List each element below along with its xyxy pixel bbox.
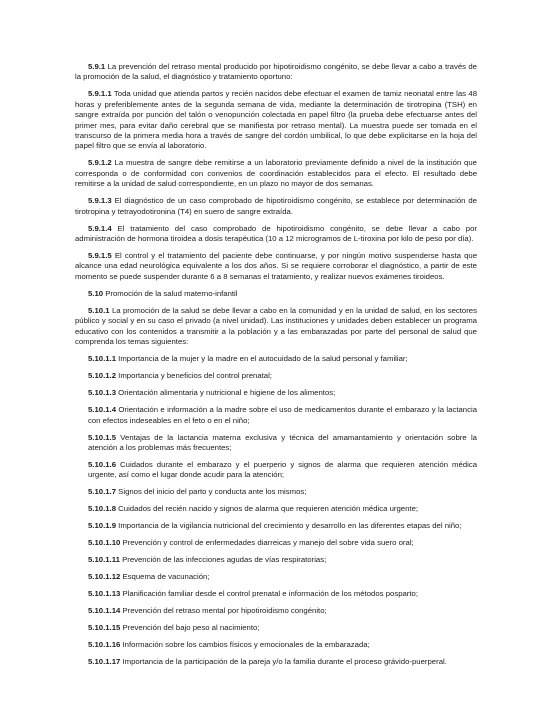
paragraph-text: Información sobre los cambios físicos y emocionales de la embarazada;	[122, 640, 370, 650]
paragraph	[75, 572, 477, 582]
paragraph	[75, 521, 477, 531]
paragraph	[75, 196, 477, 217]
section-number: 5.10.1.4	[88, 405, 117, 415]
section-number: 5.10.1.9	[88, 521, 117, 531]
paragraph-text: Importancia de la vigilancia nutricional del crecimiento y desarrollo en las diferentes etapas del niño;	[118, 521, 462, 531]
paragraph	[75, 504, 477, 514]
paragraph	[75, 589, 477, 599]
paragraph	[75, 251, 477, 282]
section-number: 5.10.1	[88, 305, 110, 315]
paragraph	[75, 371, 477, 381]
paragraph	[75, 487, 477, 497]
section-number: 5.9.1.2	[88, 158, 112, 168]
section-number: 5.10.1.16	[88, 640, 121, 650]
paragraph-text: Orientación alimentaria y nutricional e higiene de los alimentos;	[118, 388, 336, 398]
paragraph	[75, 89, 477, 151]
paragraph-text: El control y el tratamiento del paciente debe continuarse, y por ningún motivo suspenderse hasta que alcance una edad neurológica equivalente a los dos años. Si se requiere corroborar el diagnóstico, a partir de este momento se puede suspender durante 6 a 8 semanas el tratamiento, y realizar nuevos exámenes tiroideos.	[75, 251, 478, 281]
paragraph	[75, 388, 477, 398]
paragraph	[75, 538, 477, 548]
paragraph-text: Promoción de la salud materno-infantil	[105, 288, 238, 298]
section-number: 5.10.1.8	[88, 504, 117, 514]
paragraph	[75, 62, 477, 83]
section-number: 5.9.1	[88, 62, 106, 71]
paragraph	[75, 289, 477, 299]
section-number: 5.10.1.11	[88, 555, 120, 565]
paragraph-text: Esquema de vacunación;	[122, 572, 210, 582]
paragraph-text: Prevención del retraso mental por hipotiroidismo congénito;	[122, 606, 327, 616]
section-number: 5.9.1.4	[88, 223, 112, 233]
paragraph-text: Importancia de la participación de la pareja y/o la familia durante el proceso grávido-puerperal.	[122, 657, 447, 667]
paragraph-text: El diagnóstico de un caso comprobado de hipotiroidismo congénito, se establece por determinación de tirotropina y tetrayodotironina (T4) en suero de sangre extraída.	[75, 196, 477, 216]
section-number: 5.10.1.13	[88, 589, 121, 599]
paragraph	[75, 224, 477, 245]
section-number: 5.10	[88, 288, 104, 298]
paragraph-text: Ventajas de la lactancia materna exclusiva y técnica del amamantamiento y orientación sobre la atención a los problemas más frecuentes;	[88, 432, 477, 452]
paragraph	[75, 405, 477, 426]
paragraph-text: Cuidados durante el embarazo y el puerperio y signos de alarma que requieren atención médica urgente, así como el lugar donde acudir para la atención;	[88, 459, 478, 480]
paragraph-text: La promoción de la salud se debe llevar a cabo en la comunidad y en la unidad de salud, en los sectores público y social y en su caso el privado (a nivel unidad). Las instituciones y unidades deben establecer un programa educativo con los contenidos a transmitir a la población y a las embarazadas por parte del personal de salud que comprenda los temas siguientes:	[75, 305, 477, 347]
paragraph	[75, 354, 477, 364]
paragraph	[75, 640, 477, 650]
paragraph	[75, 460, 477, 481]
paragraph-text: Planificación familiar desde el control prenatal e información de los métodos posparto;	[122, 589, 419, 599]
section-number: 5.10.1.12	[88, 572, 121, 582]
paragraph	[75, 306, 477, 348]
paragraph-text: Prevención de las infecciones agudas de vías respiratorias;	[122, 555, 327, 565]
section-number: 5.10.1.17	[88, 657, 121, 667]
paragraph	[75, 657, 477, 667]
section-number: 5.9.1.5	[88, 251, 112, 261]
paragraph-text: La prevención del retraso mental producido por hipotiroidismo congénito, se debe llevar a cabo a través de la promoción de la salud, el diagnóstico y tratamiento oportuno:	[75, 62, 477, 82]
section-number: 5.10.1.5	[88, 432, 117, 442]
section-number: 5.10.1.7	[88, 487, 117, 497]
paragraph	[75, 433, 477, 454]
paragraph-text: La muestra de sangre debe remitirse a un laboratorio previamente definido a nivel de la institución que corresponda o de conformidad con convenios de coordinación establecidos para el efecto. El resultado debe remitirse a la unidad de salud correspondiente, en un plazo no mayor de dos semanas.	[75, 158, 477, 189]
section-number: 5.9.1.1	[88, 89, 112, 99]
paragraph-text: Prevención del bajo peso al nacimiento;	[122, 623, 260, 633]
paragraph-text: Prevención y control de enfermedades diarreicas y manejo del sobre vida suero oral;	[122, 538, 414, 548]
paragraph-text: El tratamiento del caso comprobado de hipotiroidismo congénito, se debe llevar a cabo por administración de hormona tiroidea a dosis terapéutica (10 a 12 microgramos de L-tiroxina por kilo de peso por día).	[75, 223, 477, 244]
section-number: 5.10.1.6	[88, 459, 117, 469]
paragraph-text: Importancia y beneficios del control prenatal;	[118, 371, 272, 381]
section-number: 5.10.1.15	[88, 623, 121, 633]
paragraph-text: Orientación e información a la madre sobre el uso de medicamentos durante el embarazo y la lactancia con efectos indeseables en el feto o en el niño;	[88, 405, 478, 425]
paragraph-text: Signos del inicio del parto y conducta ante los mismos;	[118, 487, 307, 497]
paragraph	[75, 623, 477, 633]
paragraph	[75, 555, 477, 565]
paragraph-text: Importancia de la mujer y la madre en el autocuidado de la salud personal y familiar;	[118, 354, 408, 364]
section-number: 5.10.1.3	[88, 388, 117, 398]
document-page	[75, 62, 477, 674]
section-number: 5.10.1.2	[88, 371, 117, 381]
paragraph	[75, 158, 477, 189]
paragraph-text: Toda unidad que atienda partos y recién nacidos debe efectuar el examen de tamiz neonatal entre las 48 horas y preferiblemente antes de la segunda semana de vida, mediante la determinación de tirotropina (TSH) en sangre extraída por punción del talón o venopunción colectada en papel filtro (la prueba debe efectuarse antes del primer mes, para evitar daño cerebral que se manifiesta por retraso mental). La muestra puede ser tomada en el transcurso de la primera media hora a través de sangre del cordón umbilical, lo que debe explicitarse en la hoja del papel filtro que se envía al laboratorio.	[75, 89, 477, 151]
section-number: 5.10.1.1	[88, 354, 117, 364]
section-number: 5.10.1.10	[88, 538, 121, 548]
section-number: 5.9.1.3	[88, 196, 112, 206]
section-number: 5.10.1.14	[88, 606, 121, 616]
paragraph	[75, 606, 477, 616]
paragraph-text: Cuidados del recién nacido y signos de alarma que requieren atención médica urgente;	[118, 504, 419, 514]
